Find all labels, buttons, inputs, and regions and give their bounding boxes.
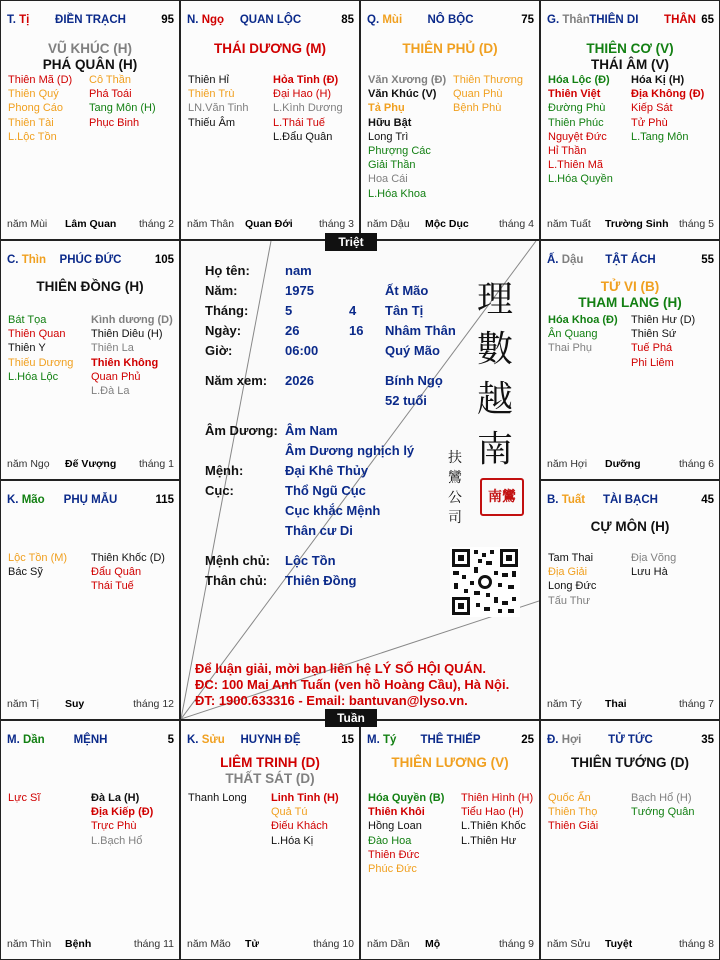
palace-footer (7, 218, 174, 232)
minor-stars-right (453, 73, 523, 116)
minor-star: L.Thiên Mã (548, 159, 604, 172)
main-star: CỰ MÔN (H) (590, 519, 670, 534)
palace-footer (7, 938, 174, 952)
minor-star: Hóa Khoa (Đ) (548, 314, 618, 326)
footer-month: tháng 12 (133, 698, 174, 710)
palace-name: PHÚC ĐỨC (59, 254, 122, 266)
branch-label: C. Thìn (7, 254, 46, 266)
palace-cell-thin[interactable] (0, 240, 180, 480)
minor-star: Bạch Hổ (H) (631, 792, 692, 804)
minor-stars-left (548, 551, 596, 608)
label-am-duong: Âm Dương: (205, 423, 278, 438)
main-star: THIÊN PHỦ (D) (402, 41, 498, 56)
palace-footer (547, 938, 714, 952)
footer-phase: Tử (245, 938, 260, 950)
minor-star: Địa Không (Đ) (631, 88, 705, 101)
branch-label: G. Thân (547, 14, 590, 26)
minor-star: Thiên Phúc (548, 116, 604, 129)
footer-phase: Bệnh (65, 938, 92, 950)
minor-star: Lộc Tồn (M) (8, 552, 68, 564)
minor-star: Thiên Hư (D) (631, 314, 696, 326)
minor-star: Nguyệt Đức (548, 130, 607, 143)
minor-stars-left (188, 73, 249, 130)
footer-month: tháng 5 (678, 218, 714, 230)
minor-stars-right (631, 551, 676, 579)
minor-star: Phượng Các (368, 145, 431, 158)
minor-star: Điếu Khách (271, 820, 328, 833)
minor-star: Thiên Không (91, 356, 159, 369)
main-star: THẤT SÁT (D) (225, 771, 315, 786)
palace-age: 95 (161, 14, 174, 26)
minor-stars-right (91, 791, 153, 848)
branch-label: Q. Mùi (367, 14, 403, 26)
value-cuc-3: Thân cư Di (285, 523, 353, 538)
palace-age: 115 (155, 494, 174, 506)
palace-age: 25 (521, 734, 534, 746)
minor-star: Địa Kiếp (Đ) (91, 806, 154, 819)
palace-name: THIÊN DI (589, 14, 639, 26)
palace-age: 75 (521, 14, 534, 26)
main-star: TỬ VI (B) (600, 279, 660, 294)
palace-cell-dan[interactable] (0, 720, 180, 960)
minor-star: Thanh Long (188, 792, 247, 804)
minor-star: Quan Phủ (91, 370, 141, 383)
footer-year: năm Mão (187, 938, 231, 950)
minor-stars-left (548, 73, 613, 187)
minor-star: Thiên Đức (368, 848, 420, 861)
palace-name: ĐIỀN TRẠCH (55, 14, 126, 26)
value-nam-xem: 2026 (285, 373, 314, 388)
minor-stars-left (8, 313, 73, 384)
minor-star: Phong Cáo (8, 102, 64, 115)
palace-footer (547, 218, 714, 232)
footer-month: tháng 11 (133, 938, 174, 950)
palace-age: 55 (701, 254, 714, 266)
minor-star: Thiên Tài (8, 116, 54, 129)
minor-star: Lưu Hà (631, 566, 668, 579)
branch-label: T. Tị (7, 14, 30, 26)
minor-star: Thai Phụ (548, 342, 593, 355)
minor-star: Thiên Quan (8, 328, 66, 341)
footer-month: tháng 6 (678, 458, 714, 470)
palace-cell-hoi[interactable] (540, 720, 720, 960)
footer-phase: Đế Vượng (65, 458, 117, 470)
main-star: THIÊN ĐỒNG (H) (36, 279, 144, 294)
minor-star: Đà La (H) (91, 792, 140, 804)
palace-age: 35 (701, 734, 714, 746)
minor-star: Hóa Quyền (B) (368, 792, 445, 804)
palace-name: HUYNH ĐỆ (240, 734, 301, 746)
palace-age: 5 (167, 734, 174, 746)
minor-star: Bệnh Phù (453, 102, 502, 115)
minor-star: Phá Toái (89, 88, 132, 101)
palace-name: TÀI BẠCH (603, 494, 658, 506)
footer-month: tháng 2 (138, 218, 174, 230)
minor-star: Tấu Thư (548, 594, 591, 607)
minor-star: Tử Phù (631, 116, 668, 129)
palace-footer (547, 458, 714, 472)
contact-line-1: Để luận giải, mời bạn liên hệ LÝ SỐ HỘI QUÁN. (195, 661, 486, 676)
minor-star: Lực Sĩ (8, 792, 41, 804)
minor-stars-right (631, 73, 704, 144)
triet-tag: Triệt (325, 233, 377, 251)
minor-star: Kiếp Sát (631, 102, 673, 115)
main-star: THÁI DƯƠNG (M) (214, 41, 326, 56)
minor-star: Hoa Cái (368, 173, 408, 186)
minor-star: Phúc Đức (368, 863, 417, 876)
value-menh: Đại Khê Thủy (285, 463, 369, 478)
footer-year: năm Thân (187, 218, 235, 230)
minor-star: Tiểu Hao (H) (461, 806, 524, 819)
value-tuoi: 52 tuổi (385, 393, 427, 408)
value-ngay: 26 (285, 323, 300, 338)
footer-phase: Quan Đới (245, 218, 293, 230)
footer-month: tháng 4 (498, 218, 534, 230)
contact-line-3[interactable]: ĐT: 1900.633316 - Email: bantuvan@lyso.vn. (195, 693, 468, 708)
label-nam: Năm: (205, 283, 238, 298)
minor-star: L.Thái Tuế (273, 116, 325, 129)
minor-stars-right (461, 791, 533, 848)
minor-star: Tang Môn (H) (89, 102, 156, 115)
palace-footer (187, 938, 354, 952)
footer-phase: Mộ (425, 938, 441, 950)
value-gio-can: Quý Mão (385, 343, 440, 358)
label-ho-ten: Họ tên: (205, 263, 250, 278)
footer-phase: Trường Sinh (605, 218, 669, 230)
minor-star: Quả Tú (271, 806, 308, 819)
footer-phase: Dưỡng (605, 458, 641, 470)
label-menh: Mệnh: (205, 463, 244, 478)
value-nam-xem-can: Bính Ngọ (385, 373, 443, 388)
qr-code-icon[interactable] (450, 547, 520, 617)
label-gio: Giờ: (205, 343, 233, 358)
minor-star: Thiên Mã (D) (8, 74, 73, 86)
minor-star: Đại Hao (H) (273, 88, 332, 101)
minor-stars-left (368, 73, 446, 201)
minor-star: L.Hóa Khoa (368, 187, 427, 200)
footer-month: tháng 9 (498, 938, 534, 950)
minor-star: Hóa Lộc (Đ) (548, 74, 610, 86)
minor-star: L.Hóa Quyền (548, 173, 613, 186)
value-thang-can: Tân Tị (385, 303, 424, 318)
minor-star: Giải Thần (368, 159, 416, 172)
palace-age: 105 (154, 254, 174, 266)
footer-phase: Mộc Dục (425, 218, 469, 230)
footer-year: năm Hợi (547, 458, 588, 470)
minor-star: Tam Thai (548, 552, 594, 564)
minor-star: Kình dương (D) (91, 314, 173, 326)
minor-star: Thiên Khốc (D) (91, 552, 165, 564)
minor-star: L.Thiên Hư (461, 834, 517, 847)
value-thang-al: 4 (349, 303, 357, 318)
main-star: THIÊN LƯƠNG (V) (391, 755, 509, 770)
footer-phase: Thai (605, 698, 627, 710)
value-menh-chu: Lộc Tồn (285, 553, 336, 568)
minor-star: Thiên Việt (548, 88, 601, 101)
label-ngay: Ngày: (205, 323, 242, 338)
minor-star: L.Đẩu Quân (273, 130, 333, 143)
minor-star: Long Trì (368, 130, 409, 143)
palace-cell-ti[interactable] (0, 0, 180, 240)
footer-phase: Lâm Quan (65, 218, 117, 230)
minor-star: L.Hóa Lộc (8, 370, 59, 383)
footer-year: năm Tuất (547, 218, 591, 230)
minor-stars-right (631, 791, 695, 819)
branch-label: M. Tý (367, 734, 397, 746)
main-star: PHÁ QUÂN (H) (42, 57, 138, 72)
footer-year: năm Dậu (367, 218, 410, 230)
main-star: THÁI ÂM (V) (591, 57, 669, 72)
label-nam-xem: Năm xem: (205, 373, 268, 388)
minor-star: Tuế Phá (631, 342, 673, 355)
palace-age: 85 (341, 14, 354, 26)
footer-month: tháng 8 (678, 938, 714, 950)
branch-label: K. Sửu (187, 734, 225, 746)
label-cuc: Cục: (205, 483, 234, 498)
minor-star: Thái Tuế (91, 580, 134, 593)
footer-phase: Tuyệt (605, 938, 633, 950)
palace-cell-mao[interactable] (0, 480, 180, 720)
value-cuc: Thổ Ngũ Cục (285, 483, 366, 498)
palace-name: TẬT ÁCH (605, 254, 656, 266)
palace-name: QUAN LỘC (239, 14, 302, 26)
minor-star: Thiên Trù (188, 88, 235, 101)
minor-star: Hóa Kị (H) (631, 74, 685, 86)
footer-phase: Suy (65, 698, 85, 710)
minor-star: LN.Văn Tinh (188, 102, 249, 115)
palace-age: 15 (341, 734, 354, 746)
palace-name: THÊ THIẾP (420, 734, 481, 746)
minor-stars-left (548, 791, 598, 834)
footer-year: năm Tý (547, 698, 582, 710)
minor-star: Đẩu Quân (91, 566, 142, 579)
palace-name: MỆNH (73, 734, 108, 746)
minor-star: Địa Võng (631, 552, 677, 564)
minor-stars-right (273, 73, 343, 144)
minor-star: Ân Quang (548, 328, 598, 341)
value-ngay-al: 16 (349, 323, 364, 338)
main-star: THIÊN CƠ (V) (586, 41, 674, 56)
minor-stars-left (368, 791, 444, 876)
minor-star: L.Hóa Kị (271, 834, 314, 847)
minor-star: Thiên Thọ (548, 806, 598, 819)
calligraphy-logo: 理數越南 (476, 279, 513, 470)
minor-star: Linh Tinh (H) (271, 792, 339, 804)
minor-star: Thiên Khôi (368, 806, 425, 819)
palace-footer (187, 218, 354, 232)
minor-star: Hồng Loan (368, 820, 422, 833)
branch-label: N. Ngọ (187, 14, 225, 26)
minor-star: Thiên Hình (H) (461, 792, 534, 804)
footer-year: năm Dần (367, 938, 410, 950)
main-star: THAM LANG (H) (578, 295, 682, 310)
main-star: THIÊN TƯỚNG (D) (571, 755, 689, 770)
footer-month: tháng 3 (318, 218, 354, 230)
label-menh-chu: Mệnh chủ: (205, 553, 270, 568)
minor-star: Hỉ Thần (548, 145, 587, 158)
tuan-tag: Tuần (325, 709, 377, 727)
branch-label: Ấ. Dậu (547, 254, 584, 266)
minor-stars-left (8, 73, 72, 144)
palace-footer (547, 698, 714, 712)
minor-star: Thiếu Âm (188, 116, 236, 129)
minor-star: Thiên Diêu (H) (91, 328, 163, 341)
minor-star: Thiên Sứ (631, 328, 677, 341)
palace-name: NÔ BỘC (427, 14, 474, 26)
main-star: LIÊM TRINH (D) (220, 755, 320, 770)
minor-stars-left (548, 313, 618, 356)
palace-name: PHỤ MẪU (63, 494, 118, 506)
footer-month: tháng 7 (678, 698, 714, 710)
footer-month: tháng 10 (313, 938, 354, 950)
palace-cell-tuat[interactable] (540, 480, 720, 720)
palace-cell-ty[interactable] (360, 720, 540, 960)
palace-cell-suu[interactable] (180, 720, 360, 960)
minor-star: L.Bạch Hổ (91, 834, 143, 847)
branch-label: K. Mão (7, 494, 45, 506)
footer-year: năm Thìn (7, 938, 52, 950)
branch-label: M. Dần (7, 734, 45, 746)
palace-age: 45 (701, 494, 714, 506)
minor-stars-left (8, 551, 67, 579)
palace-cell-mui[interactable] (360, 0, 540, 240)
value-gio: 06:00 (285, 343, 319, 358)
minor-star: Thiên Y (8, 342, 46, 355)
minor-star: Địa Giải (548, 566, 588, 579)
palace-footer (367, 218, 534, 232)
value-thang: 5 (285, 303, 293, 318)
palace-age: 65 (701, 14, 714, 26)
branch-label: Đ. Hợi (547, 734, 582, 746)
minor-star: Cô Thần (89, 74, 131, 86)
value-nam-can: Ất Mão (385, 283, 429, 298)
minor-stars-right (89, 73, 156, 130)
minor-star: Trực Phù (91, 820, 137, 833)
minor-stars-right (91, 551, 165, 594)
small-calligraphy: 扶鸞公司 (448, 450, 462, 526)
minor-star: Hỏa Tinh (Đ) (273, 74, 339, 86)
minor-star: L.Kình Dương (273, 102, 343, 115)
footer-year: năm Sửu (547, 938, 591, 950)
minor-star: Thiên Giải (548, 820, 599, 833)
minor-star: L.Lộc Tồn (8, 130, 57, 143)
minor-star: Thiên Hỉ (188, 74, 229, 86)
palace-cell-than[interactable] (540, 0, 720, 240)
minor-star: L.Đà La (91, 385, 130, 398)
minor-star: Quan Phù (453, 88, 503, 101)
minor-stars-right (91, 313, 173, 398)
minor-stars-right (631, 313, 695, 370)
label-than-chu: Thân chủ: (205, 573, 268, 588)
value-than-chu: Thiên Đồng (285, 573, 357, 588)
minor-star: Quốc Ấn (548, 792, 591, 804)
minor-star: Đào Hoa (368, 834, 412, 847)
minor-star: Tướng Quân (631, 806, 695, 819)
minor-star: Long Đức (548, 580, 597, 593)
minor-stars-left (8, 791, 40, 805)
branch-label: B. Tuất (547, 494, 586, 506)
than-marker: THÂN (664, 14, 696, 26)
value-ho-ten: nam (285, 263, 312, 278)
minor-star: Thiên Quý (8, 88, 59, 101)
minor-star: Thiên Thương (453, 74, 524, 86)
palace-name: TỬ TỨC (608, 734, 653, 746)
minor-stars-right (271, 791, 339, 848)
minor-star: Văn Xương (Đ) (368, 74, 447, 86)
minor-star: Bát Tọa (8, 314, 47, 326)
minor-star: Văn Khúc (V) (368, 88, 437, 101)
minor-star: Hữu Bật (368, 116, 412, 129)
minor-star: Đường Phù (548, 102, 606, 115)
footer-year: năm Tị (7, 698, 39, 710)
value-am-duong-2: Âm Dương nghịch lý (285, 443, 415, 458)
main-star: VŨ KHÚC (H) (48, 41, 132, 56)
value-am-duong: Âm Nam (285, 423, 338, 438)
contact-line-2: ĐC: 100 Mai Anh Tuấn (ven hồ Hoàng Cầu), Hà Nội. (195, 677, 510, 692)
red-seal-stamp: 南鸞 (480, 478, 524, 516)
value-ngay-can: Nhâm Thân (385, 323, 456, 338)
palace-footer (7, 698, 174, 712)
value-cuc-2: Cục khắc Mệnh (285, 503, 381, 518)
minor-stars-left (188, 791, 247, 805)
minor-star: Bác Sỹ (8, 566, 43, 579)
palace-footer (7, 458, 174, 472)
value-nam: 1975 (285, 283, 314, 298)
footer-year: năm Ngọ (7, 458, 50, 470)
palace-footer (367, 938, 534, 952)
palace-cell-dau[interactable] (540, 240, 720, 480)
minor-star: Thiên La (91, 342, 134, 355)
minor-star: L.Thiên Khốc (461, 820, 526, 833)
footer-year: năm Mùi (7, 218, 48, 230)
palace-cell-ngo[interactable] (180, 0, 360, 240)
footer-month: tháng 1 (138, 458, 174, 470)
minor-star: Thiếu Dương (8, 356, 74, 369)
minor-star: Phục Binh (89, 116, 140, 129)
minor-star: L.Tang Môn (631, 130, 689, 143)
minor-star: Tả Phụ (368, 102, 405, 115)
minor-star: Phi Liêm (631, 356, 674, 369)
label-thang: Tháng: (205, 303, 249, 318)
